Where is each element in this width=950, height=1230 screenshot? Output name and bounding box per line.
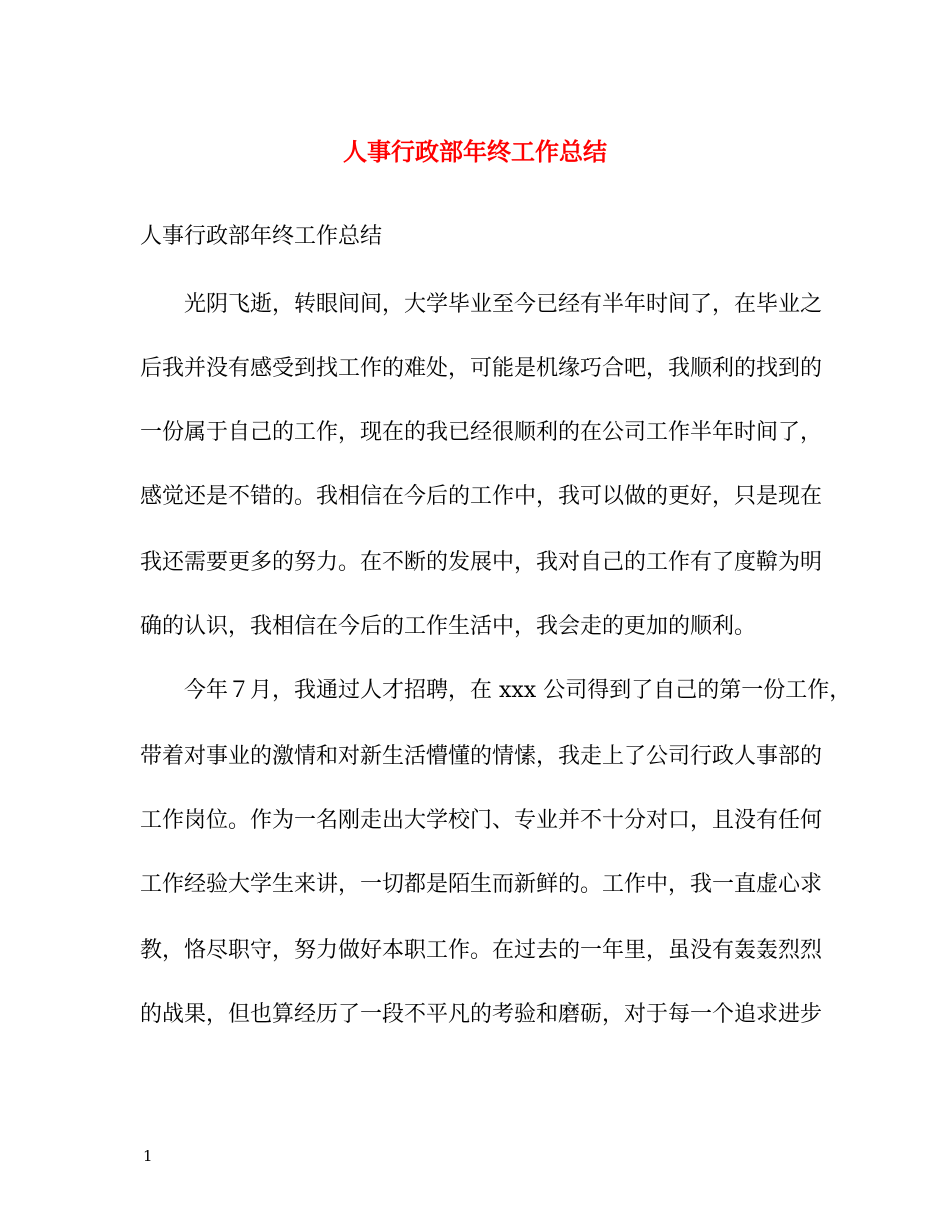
paragraph-line: 工作岗位。作为一名刚走出大学校门、专业并不十分对口，且没有任何 [140,808,823,833]
paragraph-line: 感觉还是不错的。我相信在今后的工作中，我可以做的更好，只是现在 [140,484,823,509]
document-title: 人事行政部年终工作总结 [343,137,607,166]
paragraph-line: 我还需要更多的努力。在不断的发展中，我对自己的工作有了度鞥为明 [140,550,823,575]
document-subtitle: 人事行政部年终工作总结 [140,224,383,249]
paragraph-line: 今年７月，我通过人才招聘，在 xxx 公司得到了自己的第一份工作， [184,678,852,703]
paragraph-line: 光阴飞逝，转眼间间，大学毕业至今已经有半年时间了，在毕业之 [184,292,823,317]
paragraph-line: 一份属于自己的工作，现在的我已经很顺利的在公司工作半年时间了， [140,420,823,445]
paragraph-line: 后我并没有感受到找工作的难处，可能是机缘巧合吧，我顺利的找到的 [140,356,823,381]
paragraph-line: 带着对事业的激情和对新生活懵懂的情愫，我走上了公司行政人事部的 [140,744,823,769]
paragraph-line: 的战果，但也算经历了一段不平凡的考验和磨砺，对于每一个追求进步 [140,1002,823,1027]
paragraph-line: 确的认识，我相信在今后的工作生活中，我会走的更加的顺利。 [140,614,757,639]
paragraph-line: 工作经验大学生来讲，一切都是陌生而新鲜的。工作中，我一直虚心求 [140,872,823,897]
page-number: 1 [143,1147,153,1165]
paragraph-line: 教，恪尽职守，努力做好本职工作。在过去的一年里，虽没有轰轰烈烈 [140,938,823,963]
